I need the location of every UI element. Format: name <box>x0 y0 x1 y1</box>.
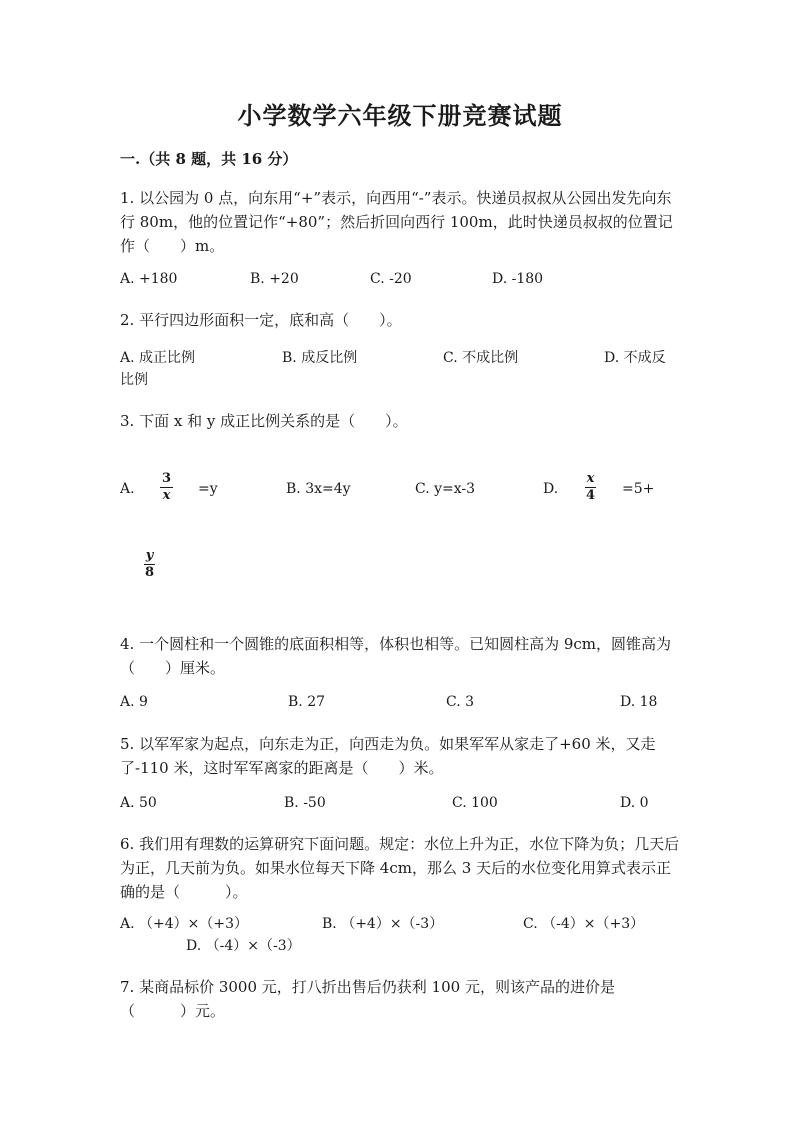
question-2-text: 2. 平行四边形面积一定，底和高（ ）。 <box>120 311 402 329</box>
q1-option-b: B. +20 <box>250 271 299 287</box>
q2-option-a: A. 成正比例 <box>120 350 196 366</box>
q3-option-d-label: D. <box>543 481 559 497</box>
fraction-denominator: x <box>162 488 171 503</box>
question-1-text: 1. 以公园为 0 点，向东用“+”表示，向西用“-”表示。快递员叔叔从公园出发先向东行 80m，他的位置记作“+80”；然后折回向西行 100m，此时快递员叔叔的位置记作（ ）m。 <box>120 189 673 255</box>
question-6-text: 6. 我们用有理数的运算研究下面问题。规定：水位上升为正，水位下降为负；几天后为正，几天前为负。如果水位每天下降 4cm，那么 3 天后的水位变化用算式表示正确的是（ ）。 <box>120 835 680 901</box>
fraction-denominator: 8 <box>145 565 155 580</box>
q1-option-d: D. -180 <box>492 271 544 287</box>
q2-option-b: B. 成反比例 <box>282 350 358 366</box>
q3-option-a-label: A. <box>120 481 135 497</box>
q4-option-b: B. 27 <box>288 694 326 710</box>
q5-option-c: C. 100 <box>452 795 498 811</box>
q1-option-a: A. +180 <box>120 271 178 287</box>
q3-option-c: C. y=x-3 <box>415 481 476 497</box>
q4-option-a: A. 9 <box>120 694 148 710</box>
q6-option-b: B. （+4）×（-3） <box>322 916 444 932</box>
section-heading: 一.（共 8 题，共 16 分） <box>120 150 298 168</box>
q3-option-a-fraction <box>160 471 173 504</box>
q6-option-d: D. （-4）×（-3） <box>186 938 301 954</box>
q3-option-d-fraction <box>584 471 597 504</box>
fraction-numerator: x <box>586 471 595 486</box>
page-title: 小学数学六年级下册竞赛试题 <box>237 101 563 130</box>
q5-option-d: D. 0 <box>620 795 649 811</box>
q3-option-d-fraction-2 <box>143 548 156 581</box>
q3-option-a-suffix: =y <box>198 481 218 497</box>
fraction-numerator: 3 <box>162 471 172 486</box>
question-3-text: 3. 下面 x 和 y 成正比例关系的是（ ）。 <box>120 412 408 430</box>
q6-option-a: A. （+4）×（+3） <box>120 916 249 932</box>
fraction-numerator: y <box>145 548 154 563</box>
q2-option-c: C. 不成比例 <box>443 350 519 366</box>
q2-option-d-continued: 比例 <box>120 372 148 388</box>
q4-option-d: D. 18 <box>620 694 658 710</box>
q5-option-a: A. 50 <box>120 795 157 811</box>
q6-option-c: C. （-4）×（+3） <box>523 916 645 932</box>
question-4-text: 4. 一个圆柱和一个圆锥的底面积相等，体积也相等。已知圆柱高为 9cm，圆锥高为（ ）厘米。 <box>120 635 672 677</box>
q3-option-d-suffix: =5+ <box>622 481 655 497</box>
q3-option-b: B. 3x=4y <box>286 481 351 497</box>
question-5-text: 5. 以军军家为起点，向东走为正，向西走为负。如果军军从家走了+60 米，又走了-110 米，这时军军离家的距离是（ ）米。 <box>120 735 656 777</box>
q2-option-d: D. 不成反 <box>604 350 666 366</box>
q4-option-c: C. 3 <box>446 694 475 710</box>
question-7-text: 7. 某商品标价 3000 元，打八折出售后仍获利 100 元，则该产品的进价是（ ）元。 <box>120 978 615 1020</box>
q1-option-c: C. -20 <box>370 271 412 287</box>
fraction-denominator: 4 <box>586 488 596 503</box>
q5-option-b: B. -50 <box>284 795 326 811</box>
